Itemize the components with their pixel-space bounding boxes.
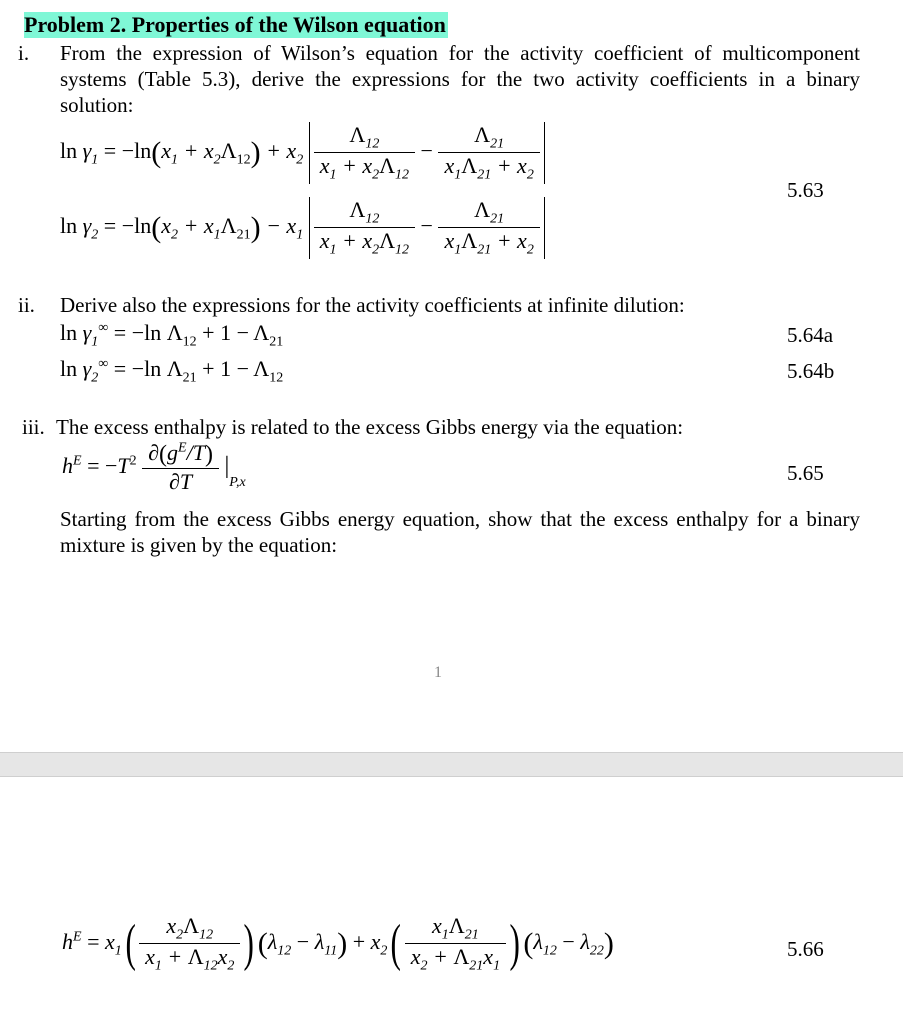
equation-number-5-64b: 5.64b [787,359,835,383]
page-number: 1 [434,664,442,681]
equation-number-5-65: 5.65 [787,461,824,485]
problem-title: Problem 2. Properties of the Wilson equation [24,12,446,37]
equation-excess-enthalpy-binary: $h^E = x_1$( $\frac{x_2\Lambda_{12}}{x_1 + \Lambda_{12}x_2}$ ) $(\lambda_{12} - \lambda_{11}) + x_2$( $\frac{x_1\Lambda_{21}}{x_2 + \Lambda_{21}x_1}$ ) $(\lambda_{12} - \lambda_{22})$ [62,913,614,974]
equation-gamma-1-infinite-dilution: $\ln \gamma_1^\infty = -\ln$ $\Lambda_{12} + 1 - \Lambda_{21}$ [60,320,284,350]
part-iii-label: iii. [22,415,45,439]
equation-gamma-2-infinite-dilution: $\ln \gamma_2^\infty = -\ln$ $\Lambda_{21} + 1 - \Lambda_{12}$ [60,356,284,386]
equation-number-5-64a: 5.64a [787,323,834,347]
part-i-text: From the expression of Wilson’s equation for the activity coefficient of multicomponent systems (Table 5.3), derive the expressions for the two activity coefficients in a binary solution: [60,41,860,117]
page-gap [0,752,903,777]
part-i-label: i. [18,41,30,65]
equation-number-5-66: 5.66 [787,937,824,961]
part-ii-text: Derive also the expressions for the activity coefficients at infinite dilution: [60,293,685,317]
equation-excess-enthalpy-definition: $h^E = -T^2$ $\frac{\partial(g^E/T)}{\partial T}$ $|_{P,x}$ [62,440,246,495]
part-ii-label: ii. [18,293,35,317]
equation-ln-gamma-2: $\ln \gamma_2 = -\ln(x_2 + x_1\Lambda_{21}) - x_1$ $\frac{\Lambda_{12}}{x_1 + x_2\Lambda_{12}}$ − $\frac{\Lambda_{21}}{x_1\Lambda_{21} + x_2}$ [60,197,545,259]
equation-ln-gamma-1: $\ln \gamma_1 = -\ln(x_1 + x_2\Lambda_{12}) + x_2$ $\frac{\Lambda_{12}}{x_1 + x_2\Lambda_{12}}$ − $\frac{\Lambda_{21}}{x_1\Lambda_{21} + x_2}$ [60,122,545,184]
part-iii-text-2: Starting from the excess Gibbs energy equation, show that the excess enthalpy for a binary mixture is given by the equation: [60,507,860,557]
equation-number-5-63: 5.63 [787,178,824,202]
document-page-2 [0,777,903,1024]
part-iii-text: The excess enthalpy is related to the excess Gibbs energy via the equation: [56,415,684,439]
